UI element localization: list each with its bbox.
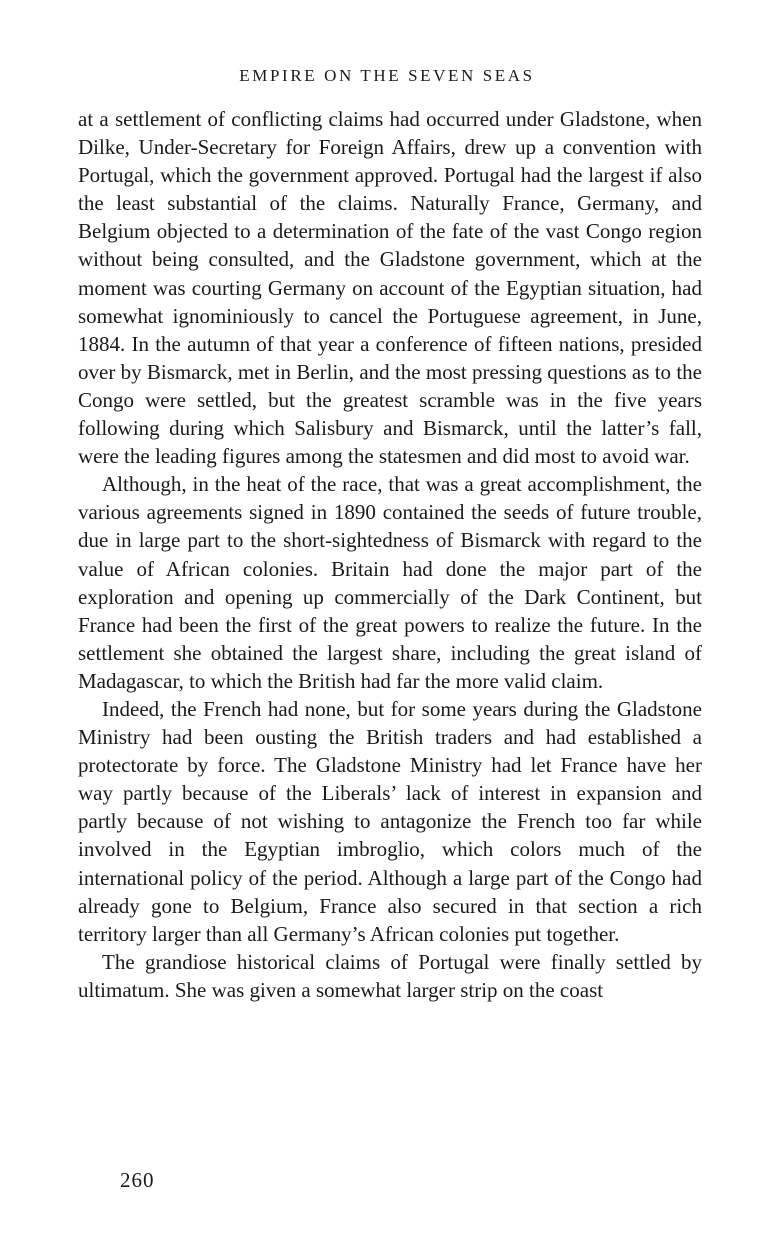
paragraph-2: Although, in the heat of the race, that was a great accomplishment, the various agreements signed in 1890 contained the seeds of future trouble, due in large part to the short-sightedness of Bismarck with regard to the value of African colonies. Britain had done the major part of the exploration and opening up commercially of the Dark Continent, but France had been the first of the great powers to realize the future. In the settlement she obtained the largest share, including the great island of Madagascar, to which the British had far the more valid claim. xyxy=(78,472,702,693)
paragraph-4: The grandiose historical claims of Portugal were finally settled by ultimatum. She was given a somewhat larger strip on the coast xyxy=(78,949,702,1002)
page-number: 260 xyxy=(120,1168,155,1192)
running-head: EMPIRE ON THE SEVEN SEAS xyxy=(239,66,535,85)
body-text xyxy=(78,105,702,1004)
paragraph-3: Indeed, the French had none, but for some years during the Gladstone Ministry had been ousting the British traders and had established a protectorate by force. The Gladstone Ministry had let France have her way partly because of the Liberals’ lack of interest in expansion and partly because of not wishing to antagonize the French too far while involved in the Egyptian imbroglio, which colors much of the international policy of the period. Although a large part of the Congo had already gone to Belgium, France also secured in that section a rich territory larger than all Germany’s African colonies put together. xyxy=(78,696,702,946)
paragraph-1: at a settlement of conflicting claims had occurred under Gladstone, when Dilke, Under-Secretary for Foreign Affairs, drew up a convention with Portugal, which the government approved. Portugal had the largest if also the least substantial of the claims. Naturally France, Germany, and Belgium objected to a determination of the fate of the vast Congo region without being consulted, and the Gladstone government, which at the moment was courting Germany on account of the Egyptian situation, had somewhat ignominiously to cancel the Portuguese agreement, in June, 1884. In the autumn of that year a conference of fifteen nations, presided over by Bismarck, met in Berlin, and the most pressing questions as to the Congo were settled, but the greatest scramble was in the five years following during which Salisbury and Bismarck, until the latter’s fall, were the leading figures among the statesmen and did most to avoid war. xyxy=(78,107,702,469)
